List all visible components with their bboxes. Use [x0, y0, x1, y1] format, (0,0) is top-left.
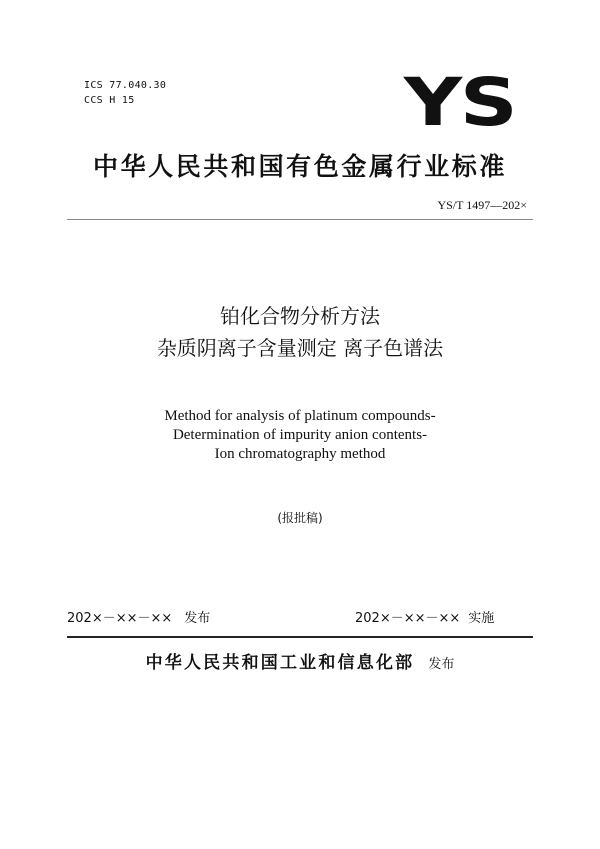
ccs-code: CCS H 15 — [84, 95, 135, 106]
ics-code: ICS 77.040.30 — [84, 80, 167, 91]
document-title-en-line2: Determination of impurity anion contents- — [172, 427, 428, 443]
implement-date-line — [355, 607, 494, 626]
document-title-en — [0, 407, 600, 464]
document-title-en-line1: Method for analysis of platinum compounds- — [164, 408, 436, 424]
standard-number: YS/T 1497—202× — [437, 198, 527, 212]
footer-divider — [67, 636, 533, 638]
classification-codes — [84, 78, 166, 108]
publisher-label: 发布 — [428, 657, 455, 672]
implement-date: 202×－××－×× — [355, 611, 461, 626]
document-title-en-line3: Ion chromatography method — [214, 446, 386, 462]
header-divider — [67, 219, 533, 220]
publish-date-line — [67, 607, 210, 626]
publish-date: 202×－××－×× — [67, 611, 173, 626]
document-title-cn-line2: 杂质阴离子含量测定 离子色谱法 — [156, 336, 444, 360]
ys-logo: YS — [403, 64, 515, 141]
publisher-line — [0, 648, 600, 673]
document-title-cn-line1: 铂化合物分析方法 — [220, 304, 380, 328]
publisher-organization: 中华人民共和国工业和信息化部 — [145, 653, 415, 673]
implement-label: 实施 — [468, 611, 495, 626]
standard-category-title: 中华人民共和国有色金属行业标准 — [92, 152, 507, 181]
publish-label: 发布 — [184, 611, 211, 626]
draft-status: (报批稿) — [277, 511, 323, 525]
